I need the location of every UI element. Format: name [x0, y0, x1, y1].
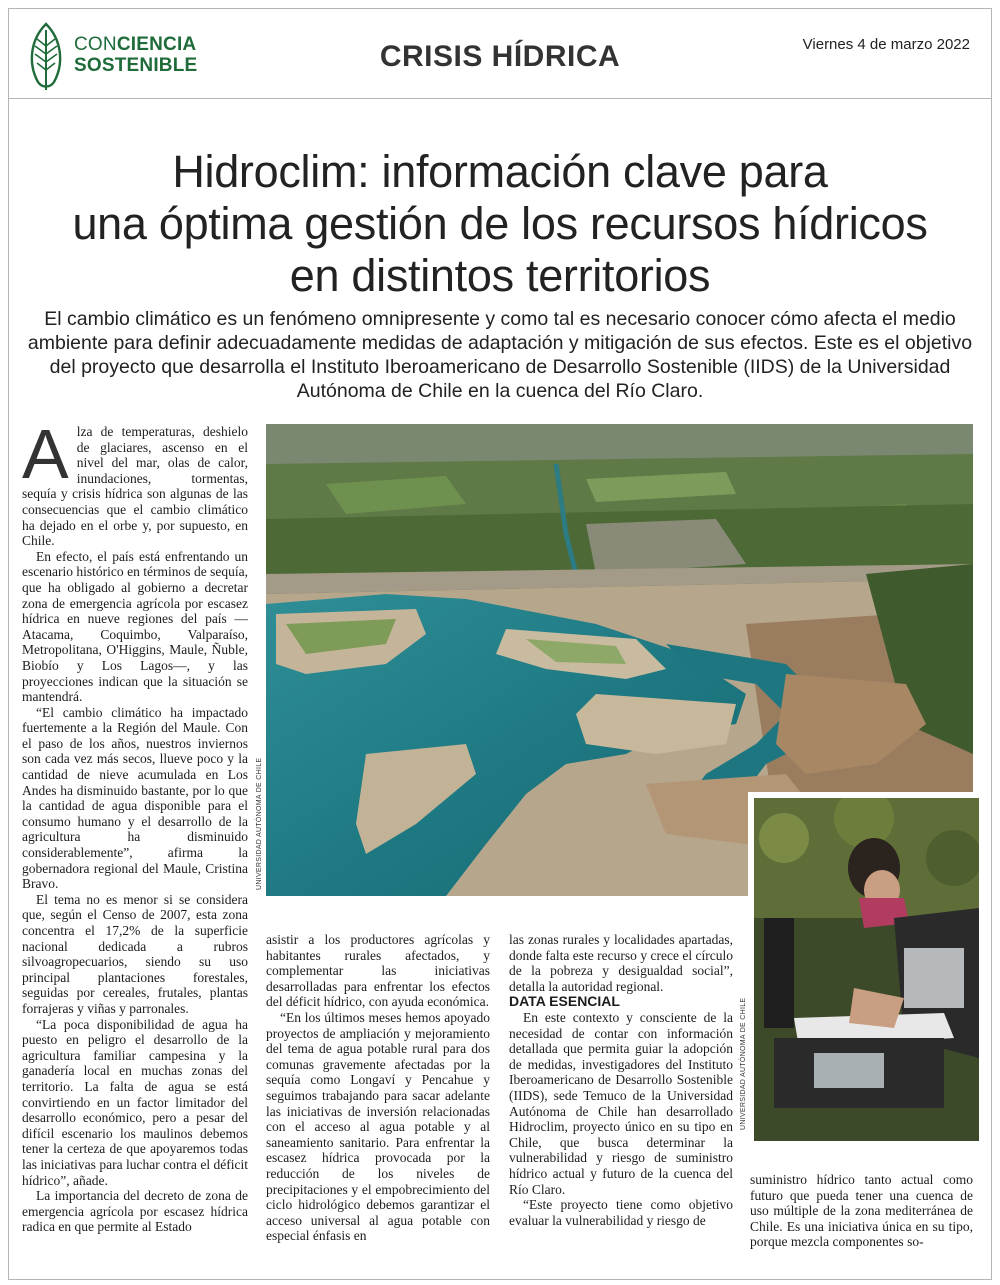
paragraph: “En los últimos meses hemos apoyado proyectos de ampliación y mejoramiento del tema de agua potable rural para dos comunas gravemente afectadas por la sequía como Longaví y Pencahue y seguimos trabajando para sacar adelante las iniciativas de inversión relacionadas con el acceso al agua potable y al saneamiento sanitario. Para enfrentar la escasez hídrica provocada por la reducción de los niveles de precipitaciones y el empobrecimiento del ciclo hidrológico debemos garantizar el acceso universal al agua potable con especial énfasis en — [266, 1009, 490, 1244]
paragraph: asistir a los productores agrícolas y habitantes rurales afectados, y complementar las iniciativas desarrolladas para enfrentar los efectos del déficit hídrico, con ayuda económica. — [266, 932, 490, 1010]
paragraph: Alza de temperaturas, deshielo de glaciares, ascenso en el nivel del mar, olas de calor, inundaciones, tormentas, sequía y crisis hídrica son algunas de las consecuencias que el cambio climático ha dejado en el orbe y, por supuesto, en Chile. — [22, 415, 248, 549]
paragraph: El tema no es menor si se considera que, según el Censo de 2007, esta zona concentra el 17,2% de la superficie nacional dedicada a rubros silvoagropecuarios, siendo su uso principal plantaciones forestales, seguidas por cereales, frutales, plantas forrajeras y viñas y parronales. — [22, 891, 248, 1016]
column-1 — [22, 415, 248, 1235]
paragraph: “El cambio climático ha impactado fuertemente a la Región del Maule. Con el paso de los años, nuestros inviernos son cada vez más secos, llueve poco y la cantidad de nieve acumulada en Los Andes ha disminuido bastante, por lo que la cantidad de agua disponible para el consumo humano y el desarrollo de la agricultura ha disminuido considerablemente”, afirma la gobernadora regional del Maule, Cristina Bravo. — [22, 704, 248, 892]
subheading: DATA ESENCIAL — [509, 993, 620, 1010]
paragraph: La importancia del decreto de zona de emergencia agrícola por escasez hídrica radica en que permite al Estado — [22, 1188, 248, 1235]
paragraph: En efecto, el país está enfrentando un escenario histórico en términos de sequía, que ha obligado al gobierno a decretar zona de emergencia agrícola por escasez hídrica en nueve regiones del país —Atacama, Coquimbo, Valparaíso, Metropolitana, O'Higgins, Maule, Ñuble, Biobío y Los Lagos—, y las proyecciones indican que la situación se mantendrá. — [22, 548, 248, 705]
header — [8, 8, 992, 99]
section-title: CRISIS HÍDRICA — [379, 40, 621, 73]
headline: Hidroclim: información clave para una óptima gestión de los recursos hídricos en distintos territorios — [72, 146, 928, 301]
paragraph: suministro hídrico tanto actual como futuro que pueda tener una cuenca de uso múltiple de la zona mediterránea de Chile. Es una iniciativa única en su tipo, porque mezcla componentes so- — [750, 1172, 973, 1250]
paragraph: las zonas rurales y localidades apartadas, donde falta este recurso y crece el círculo de la pobreza y desigualdad social”, detalla la autoridad regional. — [509, 932, 733, 994]
column-4 — [750, 1172, 973, 1250]
paragraph: “La poca disponibilidad de agua ha puesto en peligro el desarrollo de la agricultura familiar campesina y la ganadería local en muchas zonas del territorio. La falta de agua se está convirtiendo en un factor limitador del desarrollo económico, pero a pesar del difícil escenario los maulinos debemos tener la certeza de que apoyaremos todas las iniciativas para luchar contra el déficit hídrico”, añade. — [22, 1016, 248, 1188]
photo-credit-secondary: UNIVERSIDAD AUTÓNOMA DE CHILE — [740, 997, 747, 1130]
lead-paragraph: El cambio climático es un fenómeno omnipresente y como tal es necesario conocer cómo afecta el medio ambiente para definir adecuadamente medidas de adaptación y mitigación de sus efectos. Este es el objetivo del proyecto que desarrolla el Instituto Iberoamericano de Desarrollo Sostenible (IIDS) de la Universidad Autónoma de Chile en la cuenca del Río Claro. — [27, 308, 973, 402]
drop-cap: A — [22, 415, 69, 493]
issue-date: Viernes 4 de marzo 2022 — [802, 36, 970, 53]
column-2 — [266, 932, 490, 1244]
photo-credit-main: UNIVERSIDAD AUTÓNOMA DE CHILE — [256, 757, 263, 890]
column-3 — [509, 932, 733, 1228]
researcher-photo — [748, 792, 979, 1141]
logo-wordmark: CONCIENCIA SOSTENIBLE — [74, 34, 198, 76]
paragraph: En este contexto y consciente de la necesidad de contar con información detallada que permita guiar la adopción de medidas, investigadores del Instituto Iberoamericano de Desarrollo Sostenible (IIDS), sede Temuco de la Universidad Autónoma de Chile han desarrollado Hidroclim, proyecto único en su tipo en Chile, que busca determinar la vulnerabilidad y riesgo de suministro hídrico actual y futuro de la cuenca del Río Claro. — [509, 1009, 733, 1197]
paragraph: “Este proyecto tiene como objetivo evaluar la vulnerabilidad y riesgo de — [509, 1197, 733, 1228]
